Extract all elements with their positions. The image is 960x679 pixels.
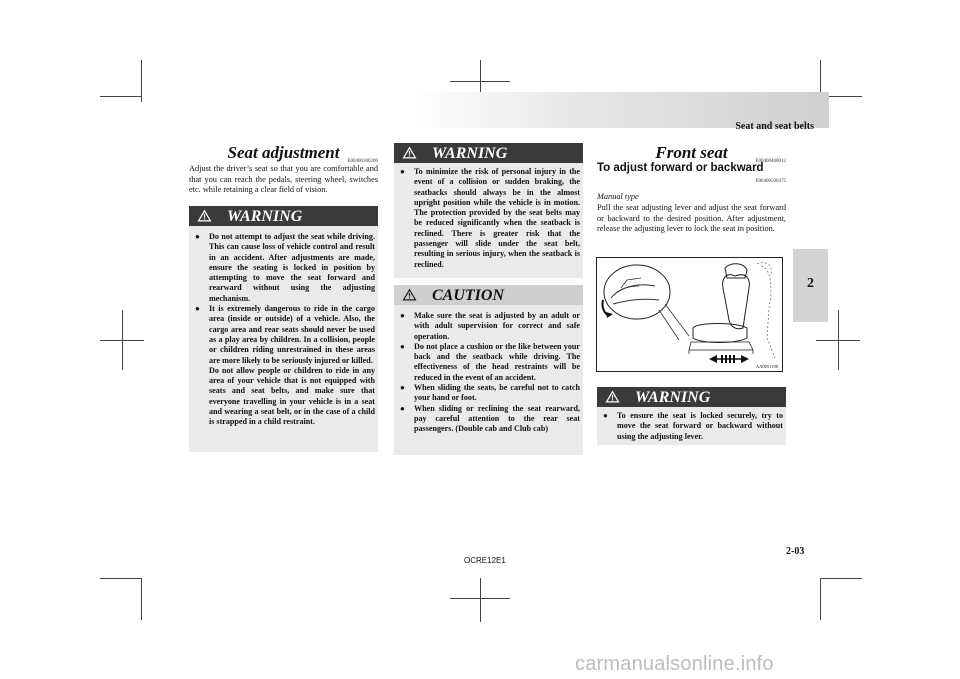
warning-label: WARNING xyxy=(227,208,303,225)
bullet-icon: ● xyxy=(400,167,405,176)
warning-header xyxy=(597,387,786,407)
manual-type-label: Manual type xyxy=(597,192,639,201)
list-item xyxy=(195,304,375,428)
warning-list xyxy=(603,411,783,442)
caution-label: CAUTION xyxy=(432,287,505,304)
left-column xyxy=(189,143,378,195)
caution-item-text: When sliding the seats, be careful not to catch your hand or foot. xyxy=(414,383,580,403)
chapter-number: 2 xyxy=(807,276,814,291)
subheading: To adjust forward or backward xyxy=(597,162,764,174)
figure-code: AA0051198 xyxy=(755,364,778,369)
warning-item-text: Do not attempt to adjust the seat while driving. This can cause loss of vehicle control and result in an accident. After adjustments are made, ensure the seating is locked in position by attempting to move the seat forward and rearward without using the adjusting mechanism. xyxy=(209,232,375,303)
list-item xyxy=(400,311,580,342)
list-item xyxy=(400,167,580,270)
crop-mark xyxy=(100,340,144,341)
crop-mark xyxy=(480,578,481,622)
warning-list xyxy=(400,167,580,270)
seat-illustration xyxy=(596,257,783,372)
list-item xyxy=(400,342,580,383)
list-item xyxy=(603,411,783,442)
crop-mark xyxy=(100,96,142,97)
bullet-icon: ● xyxy=(400,341,405,351)
caution-item-text: When sliding or reclining the seat rearward, pay careful attention to the rear seat passengers. (Double cab and Club cab) xyxy=(414,403,580,434)
warning-header xyxy=(189,206,378,226)
section-code: E00400300200 xyxy=(347,159,378,164)
bullet-icon: ● xyxy=(195,304,200,314)
page-title: Seat adjustment xyxy=(227,143,340,162)
warning-item-extra: Do not allow people or children to ride in any area of your vehicle that is not equipped with seats and seat belts, and make sure that everyone travelling in your vehicle is in a seat and wearing a seat belt, or in the case of a child is strapped in a child restraint. xyxy=(209,365,375,427)
document-code: OCRE12E1 xyxy=(464,556,506,565)
caution-header xyxy=(394,285,583,305)
bullet-icon: ● xyxy=(400,383,405,393)
page-number: 2-03 xyxy=(786,546,805,557)
crop-mark xyxy=(820,578,821,620)
warning-triangle-icon xyxy=(197,209,212,222)
crop-mark xyxy=(816,340,860,341)
warning-box-right xyxy=(597,387,786,445)
warning-item-text: To ensure the seat is locked securely, try to move the seat forward or backward without using the adjusting lever. xyxy=(617,411,783,441)
bullet-icon: ● xyxy=(195,232,200,241)
warning-box-middle xyxy=(394,143,583,278)
caution-triangle-icon xyxy=(402,288,417,301)
warning-list xyxy=(195,232,375,428)
bullet-icon: ● xyxy=(400,311,405,320)
warning-header xyxy=(394,143,583,163)
list-item xyxy=(400,383,580,404)
bullet-icon: ● xyxy=(400,403,405,413)
crop-mark xyxy=(450,598,510,599)
subheading-code: E00400500475 xyxy=(755,179,786,184)
warning-triangle-icon xyxy=(605,390,620,403)
warning-item-text: To minimize the risk of personal injury in the event of a collision or sudden braking, the seatbacks should always be in the almost upright position while the vehicle is in motion. The protection provided by the seat belts may be reduced significantly when the seatback is reclined. There is greater risk that the passenger will slide under the seat belt, resulting in serious injury, when the seatback is reclined. xyxy=(414,167,580,269)
section-title: Seat and seat belts xyxy=(735,121,814,132)
caution-list xyxy=(400,311,580,435)
section-heading: Front seat xyxy=(655,143,728,162)
manual-paragraph: Pull the seat adjusting lever and adjust the seat forward or backward to the desired position. After adjustment, release the adjusting lever to lock the seat in position. xyxy=(597,203,786,234)
right-column xyxy=(597,143,786,234)
bullet-icon: ● xyxy=(603,411,608,420)
crop-mark xyxy=(450,81,510,82)
watermark: carmanualsonline.info xyxy=(575,653,774,675)
chapter-tab xyxy=(793,249,828,322)
crop-mark xyxy=(141,578,142,620)
section-code: E00400400012 xyxy=(755,159,786,164)
warning-label: WARNING xyxy=(635,389,711,406)
caution-item-text: Make sure the seat is adjusted by an adult or with adult supervision for correct and safe operation. xyxy=(414,311,580,341)
seat-drawing xyxy=(597,258,782,371)
intro-paragraph: Adjust the driver’s seat so that you are comfortable and that you can reach the pedals, steering wheel, switches etc. while retaining a clear field of vision. xyxy=(189,164,378,195)
warning-triangle-icon xyxy=(402,146,417,159)
crop-mark xyxy=(100,578,142,579)
caution-item-text: Do not place a cushion or the like between your back and the seatback while driving. The effectiveness of the head restraints will be reduced in the event of an accident. xyxy=(414,341,580,382)
list-item xyxy=(400,404,580,435)
warning-item-text: It is extremely dangerous to ride in the cargo area (inside or outside) of a vehicle. Also, the cargo area and rear seats should never be used as a play area by children. In a collision, people or children riding unrestrained in these areas are more likely to be seriously injured or killed. xyxy=(209,304,375,365)
warning-label: WARNING xyxy=(432,145,508,162)
crop-mark xyxy=(820,578,862,579)
warning-box-left xyxy=(189,206,378,452)
caution-box xyxy=(394,285,583,455)
list-item xyxy=(195,232,375,304)
